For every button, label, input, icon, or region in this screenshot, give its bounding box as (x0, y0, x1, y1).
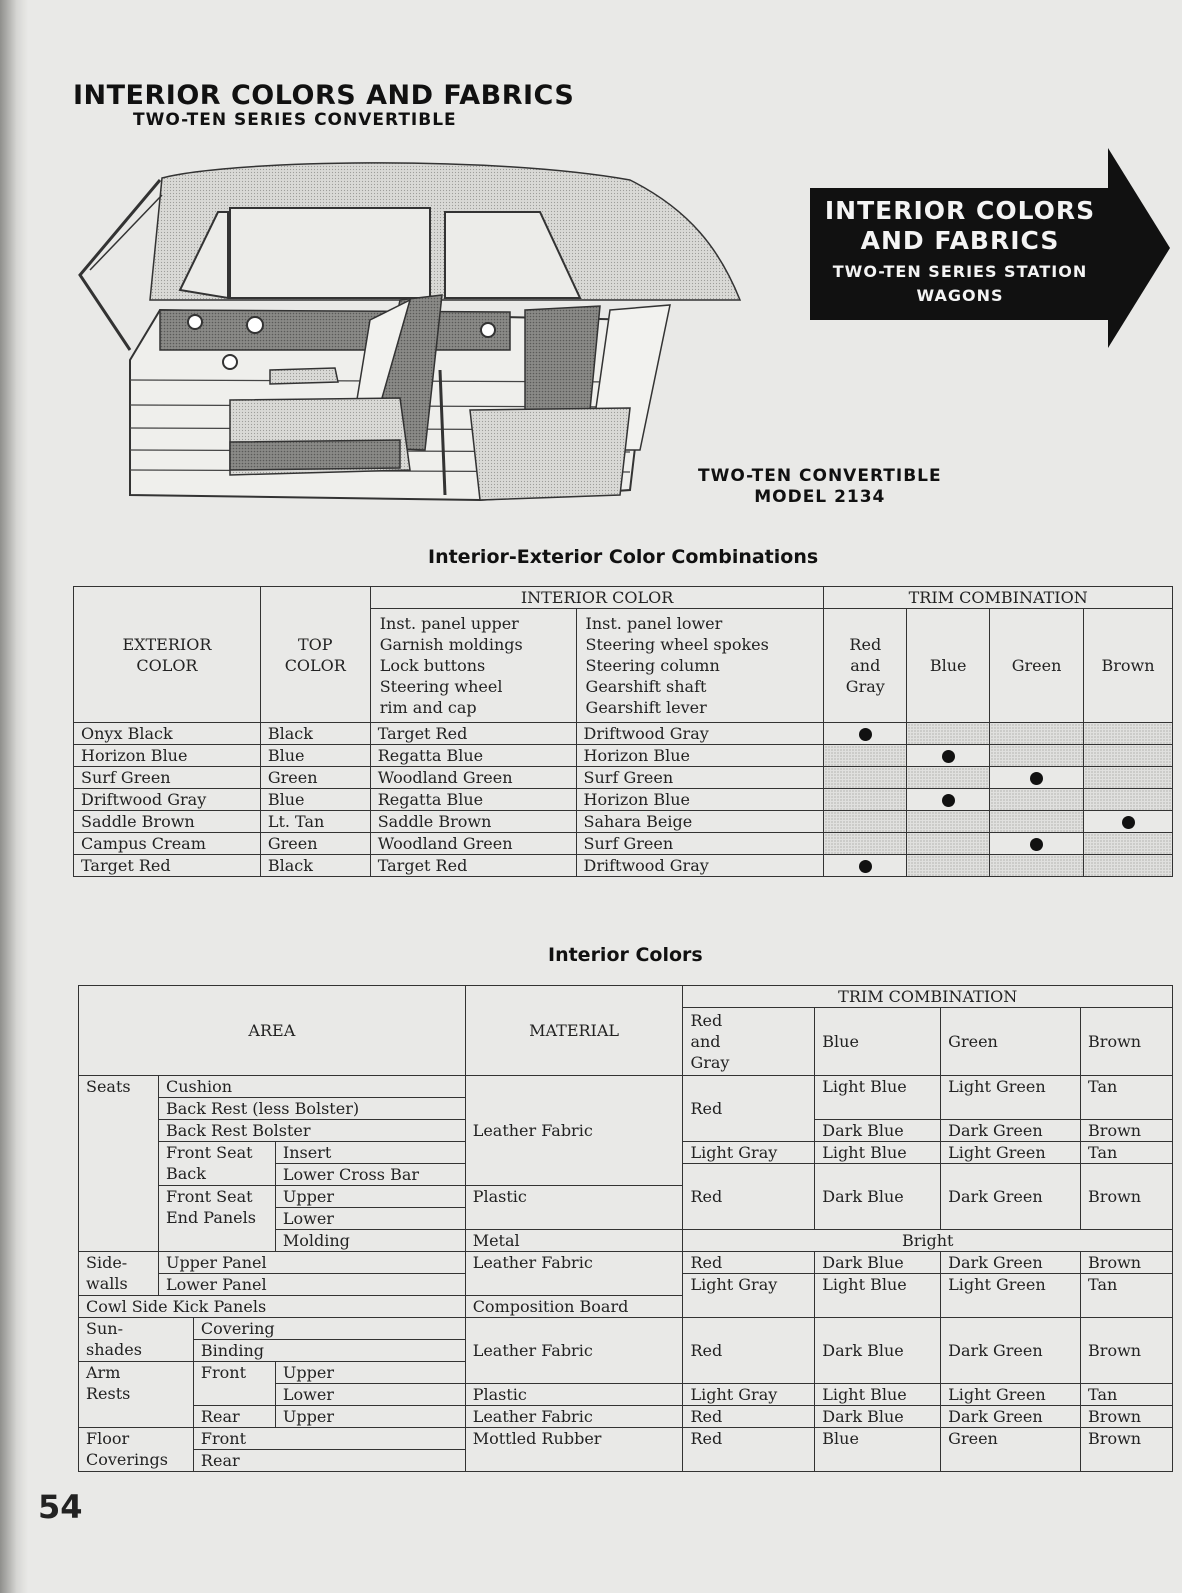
trim-light-gray: Light Gray (683, 1384, 815, 1406)
cell-upper: Woodland Green (370, 833, 576, 855)
area-rear: Rear (193, 1450, 465, 1472)
trim-light-gray: Light Gray (683, 1274, 815, 1318)
trim-cell-red (824, 833, 907, 855)
interior-colors-title: Interior Colors (548, 944, 703, 966)
trim-cell-green (990, 745, 1084, 767)
header-trim-combination: TRIM COMBINATION (824, 587, 1173, 609)
material-leather-fabric: Leather Fabric (465, 1076, 683, 1186)
cell-lower: Surf Green (576, 833, 824, 855)
trim-red: Red (683, 1076, 815, 1142)
trim-cell-brown (1084, 767, 1173, 789)
trim-tan: Tan (1081, 1142, 1173, 1164)
area-back-rest-bolster: Back Rest Bolster (158, 1120, 465, 1142)
trim-dark-green: Dark Green (941, 1164, 1081, 1230)
cell-lower: Horizon Blue (576, 789, 824, 811)
trim-dark-green: Dark Green (941, 1252, 1081, 1274)
header-blue: Blue (907, 609, 990, 723)
header-blue: Blue (815, 1008, 941, 1076)
area-upper: Upper (275, 1362, 465, 1384)
page-edge-shadow (0, 0, 28, 1593)
trim-cell-red (824, 811, 907, 833)
area-front-seat-back (158, 1142, 275, 1186)
area-molding: Molding (275, 1230, 465, 1252)
table-row (74, 855, 1173, 877)
cell-lower: Horizon Blue (576, 745, 824, 767)
header-text: TOP (297, 634, 333, 654)
area-text: Front Seat (165, 1143, 253, 1162)
table-row (74, 745, 1173, 767)
header-area: AREA (79, 986, 466, 1076)
area-covering: Covering (193, 1318, 465, 1340)
cell-upper: Regatta Blue (370, 789, 576, 811)
header-brown: Brown (1084, 609, 1173, 723)
trim-cell-brown (1084, 723, 1173, 745)
material-mottled-rubber: Mottled Rubber (465, 1428, 683, 1472)
header-text: Steering column (585, 656, 720, 675)
area-seats: Seats (79, 1076, 159, 1252)
table-row (74, 723, 1173, 745)
area-text: Coverings (86, 1450, 168, 1469)
material-leather-fabric: Leather Fabric (465, 1252, 683, 1296)
header-text: Gray (690, 1053, 730, 1072)
area-text: Floor (86, 1429, 130, 1448)
trim-cell-brown (1084, 745, 1173, 767)
area-text: walls (86, 1274, 128, 1293)
table-row (74, 767, 1173, 789)
trim-dark-green: Dark Green (941, 1406, 1081, 1428)
arrow-line2: AND FABRICS (860, 226, 1060, 255)
trim-light-blue: Light Blue (815, 1142, 941, 1164)
cell-ext: Saddle Brown (74, 811, 261, 833)
bullet-dot-icon (1122, 816, 1135, 829)
material-plastic: Plastic (465, 1384, 683, 1406)
area-text: Side- (86, 1253, 128, 1272)
area-cushion: Cushion (158, 1076, 465, 1098)
material-plastic: Plastic (465, 1186, 683, 1230)
trim-cell-blue (907, 723, 990, 745)
area-floor-coverings (79, 1428, 194, 1472)
cell-ext: Driftwood Gray (74, 789, 261, 811)
area-sidewalls (79, 1252, 159, 1296)
header-text: Steering wheel spokes (585, 635, 769, 654)
cell-ext: Onyx Black (74, 723, 261, 745)
trim-brown: Brown (1081, 1120, 1173, 1142)
interior-colors-table (78, 985, 1173, 1472)
trim-dark-blue: Dark Blue (815, 1120, 941, 1142)
header-text: COLOR (284, 655, 346, 675)
trim-cell-green (990, 789, 1084, 811)
header-text: Red (849, 635, 882, 654)
model-caption (698, 466, 942, 508)
area-upper: Upper (275, 1186, 465, 1208)
model-line2: MODEL 2134 (754, 487, 886, 507)
cell-lower: Sahara Beige (576, 811, 824, 833)
area-text: End Panels (165, 1208, 256, 1227)
trim-dark-blue: Dark Blue (815, 1318, 941, 1384)
header-text: Steering wheel (379, 677, 503, 696)
trim-bright: Bright (683, 1230, 1173, 1252)
area-text: Back (165, 1164, 206, 1183)
cell-upper: Target Red (370, 855, 576, 877)
trim-light-green: Light Green (941, 1076, 1081, 1120)
trim-light-green: Light Green (941, 1142, 1081, 1164)
trim-red: Red (683, 1164, 815, 1230)
trim-dark-blue: Dark Blue (815, 1406, 941, 1428)
arrow-line3: TWO-TEN SERIES STATION (832, 262, 1088, 281)
header-text: COLOR (136, 655, 198, 675)
trim-brown: Brown (1081, 1428, 1173, 1472)
header-text: Gearshift lever (585, 698, 707, 717)
area-front: Front (193, 1428, 465, 1450)
trim-cell-blue (907, 833, 990, 855)
page-number: 54 (38, 1488, 83, 1526)
material-metal: Metal (465, 1230, 683, 1252)
header-brown: Brown (1081, 1008, 1173, 1076)
arrow-line4: WAGONS (916, 286, 1004, 305)
area-insert: Insert (275, 1142, 465, 1164)
header-text: EXTERIOR (122, 634, 212, 654)
trim-dark-green: Dark Green (941, 1318, 1081, 1384)
trim-brown: Brown (1081, 1164, 1173, 1230)
header-green: Green (941, 1008, 1081, 1076)
cell-lower: Surf Green (576, 767, 824, 789)
cell-top: Blue (260, 789, 370, 811)
trim-cell-green (990, 723, 1084, 745)
header-exterior-color (74, 587, 261, 723)
trim-cell-red (824, 767, 907, 789)
area-back-rest-less-bolster: Back Rest (less Bolster) (158, 1098, 465, 1120)
trim-light-gray: Light Gray (683, 1142, 815, 1164)
trim-cell-red (824, 745, 907, 767)
cell-top: Black (260, 723, 370, 745)
trim-cell-brown (1084, 833, 1173, 855)
header-text: Garnish moldings (379, 635, 523, 654)
area-binding: Binding (193, 1340, 465, 1362)
bullet-dot-icon (859, 728, 872, 741)
trim-dark-green: Dark Green (941, 1120, 1081, 1142)
bullet-dot-icon (1030, 772, 1043, 785)
area-sunshades (79, 1318, 194, 1362)
trim-light-green: Light Green (941, 1274, 1081, 1318)
page-subtitle: TWO-TEN SERIES CONVERTIBLE (133, 110, 457, 130)
trim-cell-green (990, 767, 1084, 789)
cell-ext: Surf Green (74, 767, 261, 789)
header-green: Green (990, 609, 1084, 723)
header-text: Lock buttons (379, 656, 486, 675)
area-upper: Upper (275, 1406, 465, 1428)
header-trim-combination: TRIM COMBINATION (683, 986, 1173, 1008)
trim-cell-brown (1084, 789, 1173, 811)
arrow-head-icon (1108, 148, 1170, 348)
area-text: Front Seat (165, 1187, 253, 1206)
trim-light-blue: Light Blue (815, 1384, 941, 1406)
area-rear: Rear (193, 1406, 275, 1428)
header-text: rim and cap (379, 698, 477, 717)
trim-dark-blue: Dark Blue (815, 1252, 941, 1274)
area-lower-panel: Lower Panel (158, 1274, 465, 1296)
cell-upper: Woodland Green (370, 767, 576, 789)
area-arm-rests (79, 1362, 194, 1428)
trim-cell-blue (907, 811, 990, 833)
area-text: Rests (86, 1384, 131, 1403)
trim-cell-green (990, 833, 1084, 855)
trim-cell-blue (907, 767, 990, 789)
area-upper-panel: Upper Panel (158, 1252, 465, 1274)
trim-red: Red (683, 1318, 815, 1384)
color-combinations-table (73, 586, 1173, 877)
cell-ext: Campus Cream (74, 833, 261, 855)
trim-cell-brown (1084, 855, 1173, 877)
cell-top: Black (260, 855, 370, 877)
material-leather-fabric: Leather Fabric (465, 1406, 683, 1428)
cell-top: Lt. Tan (260, 811, 370, 833)
trim-cell-green (990, 855, 1084, 877)
header-text: and (850, 656, 881, 675)
trim-blue: Blue (815, 1428, 941, 1472)
material-composition-board: Composition Board (465, 1296, 683, 1318)
header-text: Gearshift shaft (585, 677, 707, 696)
trim-cell-brown (1084, 811, 1173, 833)
cell-lower: Driftwood Gray (576, 723, 824, 745)
combos-title: Interior-Exterior Color Combinations (428, 546, 819, 568)
area-text: Sun- (86, 1319, 123, 1338)
header-lower-parts (576, 609, 824, 723)
cell-ext: Horizon Blue (74, 745, 261, 767)
cell-lower: Driftwood Gray (576, 855, 824, 877)
trim-light-blue: Light Blue (815, 1076, 941, 1120)
bullet-dot-icon (1030, 838, 1043, 851)
bullet-dot-icon (942, 750, 955, 763)
header-text: Inst. panel upper (379, 614, 519, 633)
header-red-gray (683, 1008, 815, 1076)
trim-dark-blue: Dark Blue (815, 1164, 941, 1230)
trim-tan: Tan (1081, 1274, 1173, 1318)
trim-red: Red (683, 1428, 815, 1472)
table-row (74, 811, 1173, 833)
area-lower: Lower (275, 1384, 465, 1406)
header-interior-color: INTERIOR COLOR (370, 587, 824, 609)
area-text: Arm (86, 1363, 121, 1382)
trim-green: Green (941, 1428, 1081, 1472)
combos-body (74, 723, 1173, 877)
bullet-dot-icon (942, 794, 955, 807)
trim-red: Red (683, 1406, 815, 1428)
header-text: and (690, 1032, 721, 1051)
trim-light-green: Light Green (941, 1384, 1081, 1406)
area-lower-cross-bar: Lower Cross Bar (275, 1164, 465, 1186)
cell-ext: Target Red (74, 855, 261, 877)
arrow-line1: INTERIOR COLORS (824, 196, 1096, 225)
trim-brown: Brown (1081, 1252, 1173, 1274)
table-row (74, 789, 1173, 811)
cell-upper: Regatta Blue (370, 745, 576, 767)
cell-top: Blue (260, 745, 370, 767)
cell-top: Green (260, 767, 370, 789)
bullet-dot-icon (859, 860, 872, 873)
area-front: Front (193, 1362, 275, 1406)
header-red-gray (824, 609, 907, 723)
area-text: shades (86, 1340, 142, 1359)
trim-cell-red (824, 723, 907, 745)
header-material: MATERIAL (465, 986, 683, 1076)
trim-brown: Brown (1081, 1406, 1173, 1428)
table-row (74, 833, 1173, 855)
station-wagons-arrow[interactable] (810, 148, 1170, 348)
trim-light-blue: Light Blue (815, 1274, 941, 1318)
area-cowl-side-kick-panels: Cowl Side Kick Panels (79, 1296, 466, 1318)
cell-top: Green (260, 833, 370, 855)
trim-cell-blue (907, 855, 990, 877)
cell-upper: Saddle Brown (370, 811, 576, 833)
header-upper-parts (370, 609, 576, 723)
trim-cell-blue (907, 745, 990, 767)
header-text: Inst. panel lower (585, 614, 723, 633)
trim-cell-green (990, 811, 1084, 833)
material-leather-fabric: Leather Fabric (465, 1318, 683, 1384)
trim-cell-blue (907, 789, 990, 811)
trim-cell-red (824, 855, 907, 877)
trim-brown: Brown (1081, 1318, 1173, 1384)
trim-cell-red (824, 789, 907, 811)
convertible-interior-illustration (70, 150, 750, 520)
header-top-color (260, 587, 370, 723)
area-lower: Lower (275, 1208, 465, 1230)
trim-tan: Tan (1081, 1076, 1173, 1120)
cell-upper: Target Red (370, 723, 576, 745)
area-front-seat-end-panels (158, 1186, 275, 1252)
trim-tan: Tan (1081, 1384, 1173, 1406)
page-title: INTERIOR COLORS AND FABRICS (73, 80, 575, 111)
model-line1: TWO-TEN CONVERTIBLE (698, 466, 942, 486)
header-text: Gray (845, 677, 885, 696)
arrow-text (810, 188, 1110, 320)
trim-red: Red (683, 1252, 815, 1274)
header-text: Red (690, 1011, 723, 1030)
